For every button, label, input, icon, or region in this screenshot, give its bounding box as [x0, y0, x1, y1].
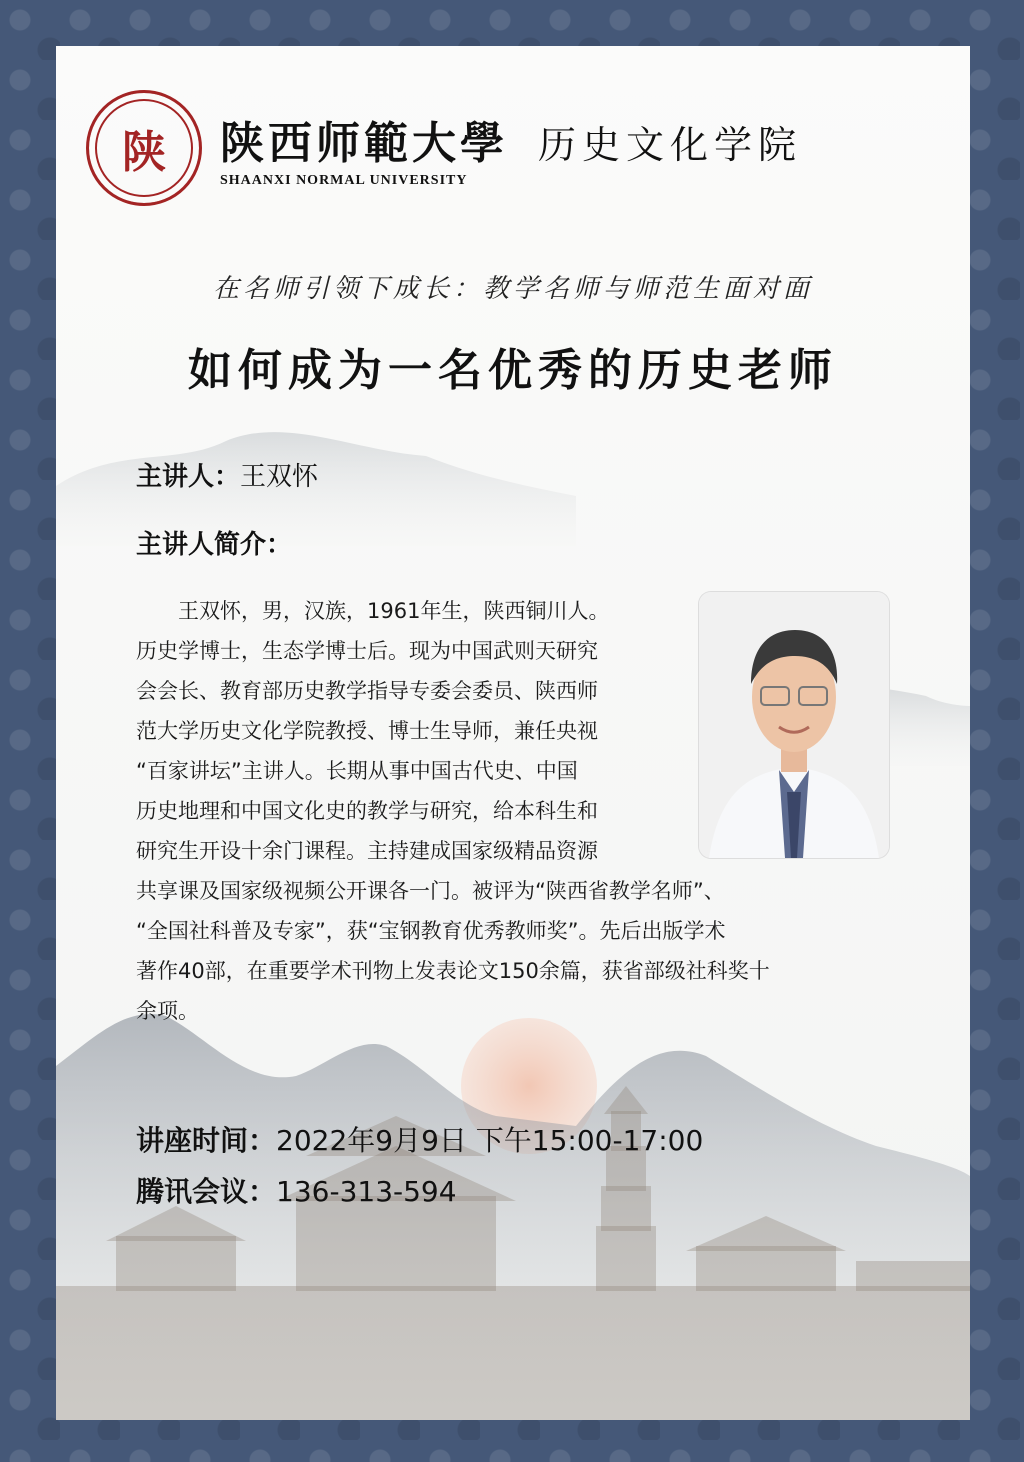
lecture-time-label: 讲座时间： [136, 1124, 277, 1157]
speaker-name: 王双怀 [240, 462, 319, 492]
bio-line: 余项。 [136, 999, 199, 1023]
lecture-time-value: 2022年9月9日 下午15:00-17:00 [276, 1124, 704, 1157]
lecture-time-line [136, 1119, 703, 1159]
bio-line: 共享课及国家级视频公开课各一门。被评为“陕西省教学名师”、 [136, 879, 725, 903]
header [86, 90, 802, 206]
tencent-meeting-line [136, 1170, 457, 1210]
university-name-cn: 陕西师範大學 [220, 118, 508, 169]
bio-line: 范大学历史文化学院教授、博士生导师，兼任央视 [136, 719, 598, 743]
bio-line: 研究生开设十余门课程。主持建成国家级精品资源 [136, 839, 598, 863]
bio-line: 历史地理和中国文化史的教学与研究，给本科生和 [136, 799, 598, 823]
university-block [220, 107, 508, 189]
bio-line: “百家讲坛”主讲人。长期从事中国古代史、中国 [136, 759, 578, 783]
speaker-label: 主讲人： [136, 462, 241, 492]
intro-heading: 主讲人简介： [136, 530, 293, 560]
poster-sheet [56, 46, 970, 1420]
college-name: 历史文化学院 [538, 122, 803, 167]
poster-subtitle: 在名师引领下成长：教学名师与师范生面对面 [212, 274, 813, 304]
bio-line: 著作40部，在重要学术刊物上发表论文150余篇，获省部级社科奖十 [136, 959, 770, 983]
bio-line: 历史学博士，生态学博士后。现为中国武则天研究 [136, 639, 598, 663]
university-name-en: SHAANXI NORMAL UNIVERSITY [220, 173, 468, 188]
tencent-meeting-id: 136-313-594 [276, 1175, 457, 1208]
bio-line: “全国社科普及专家”，获“宝钢教育优秀教师奖”。先后出版学术 [136, 919, 726, 943]
university-seal-logo: 陕 [86, 90, 202, 206]
tencent-meeting-label: 腾讯会议： [136, 1175, 277, 1208]
bio-line: 王双怀，男，汉族，1961年生，陕西铜川人。 [178, 599, 610, 623]
bio-line: 会会长、教育部历史教学指导专委会委员、陕西师 [136, 679, 598, 703]
poster-title: 如何成为一名优秀的历史老师 [188, 345, 838, 396]
speaker-photo [699, 592, 889, 858]
speaker-line [136, 456, 318, 493]
